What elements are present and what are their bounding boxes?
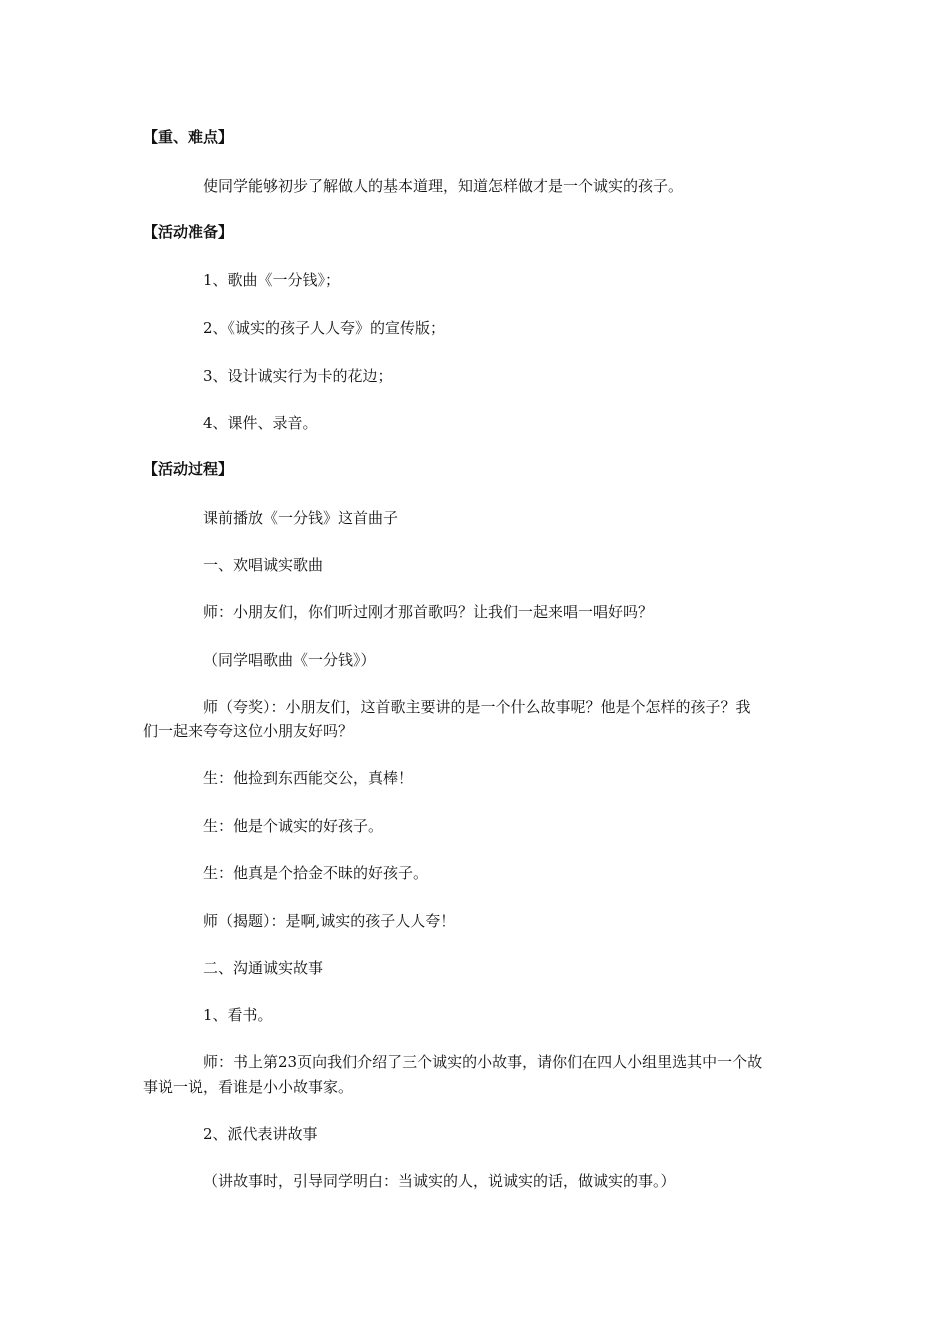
process-line: （讲故事时，引导同学明白：当诚实的人，说诚实的话，做诚实的事。） <box>203 1172 676 1190</box>
process-line: 二、沟通诚实故事 <box>203 959 324 977</box>
preparation-item: 2、《诚实的孩子人人夸》的宣传版； <box>203 319 446 337</box>
process-line: 1、看书。 <box>203 1006 273 1024</box>
process-line: （同学唱歌曲《一分钱》） <box>203 651 376 669</box>
process-line: 2、派代表讲故事 <box>203 1125 318 1143</box>
process-line: 师：书上第23页向我们介绍了三个诚实的小故事，请你们在四人小组里选其中一个故 <box>203 1053 763 1071</box>
heading-process: 【活动过程】 <box>143 460 234 478</box>
preparation-item: 4、课件、录音。 <box>203 414 318 432</box>
process-line: 生：他真是个拾金不昧的好孩子。 <box>203 864 429 882</box>
process-line: 生：他是个诚实的好孩子。 <box>203 817 384 835</box>
heading-key-points: 【重、难点】 <box>143 128 234 146</box>
process-line: 师（夸奖）：小朋友们，这首歌主要讲的是一个什么故事呢？他是个怎样的孩子？我 <box>203 698 751 716</box>
key-points-text: 使同学能够初步了解做人的基本道理，知道怎样做才是一个诚实的孩子。 <box>203 177 684 195</box>
process-line: 师（揭题）：是啊,诚实的孩子人人夸！ <box>203 912 456 930</box>
preparation-item: 3、设计诚实行为卡的花边； <box>203 367 393 385</box>
process-line-continued: 事说一说，看谁是小小故事家。 <box>143 1078 354 1096</box>
preparation-item: 1、歌曲《一分钱》； <box>203 271 341 289</box>
heading-preparation: 【活动准备】 <box>143 223 234 241</box>
process-line: 师：小朋友们，你们听过刚才那首歌吗？让我们一起来唱一唱好吗？ <box>203 603 654 621</box>
process-line: 一、欢唱诚实歌曲 <box>203 556 324 574</box>
process-line: 课前播放《一分钱》这首曲子 <box>203 509 399 527</box>
process-line-continued: 们一起来夸夸这位小朋友好吗？ <box>143 722 354 740</box>
process-line: 生：他捡到东西能交公，真棒！ <box>203 769 414 787</box>
